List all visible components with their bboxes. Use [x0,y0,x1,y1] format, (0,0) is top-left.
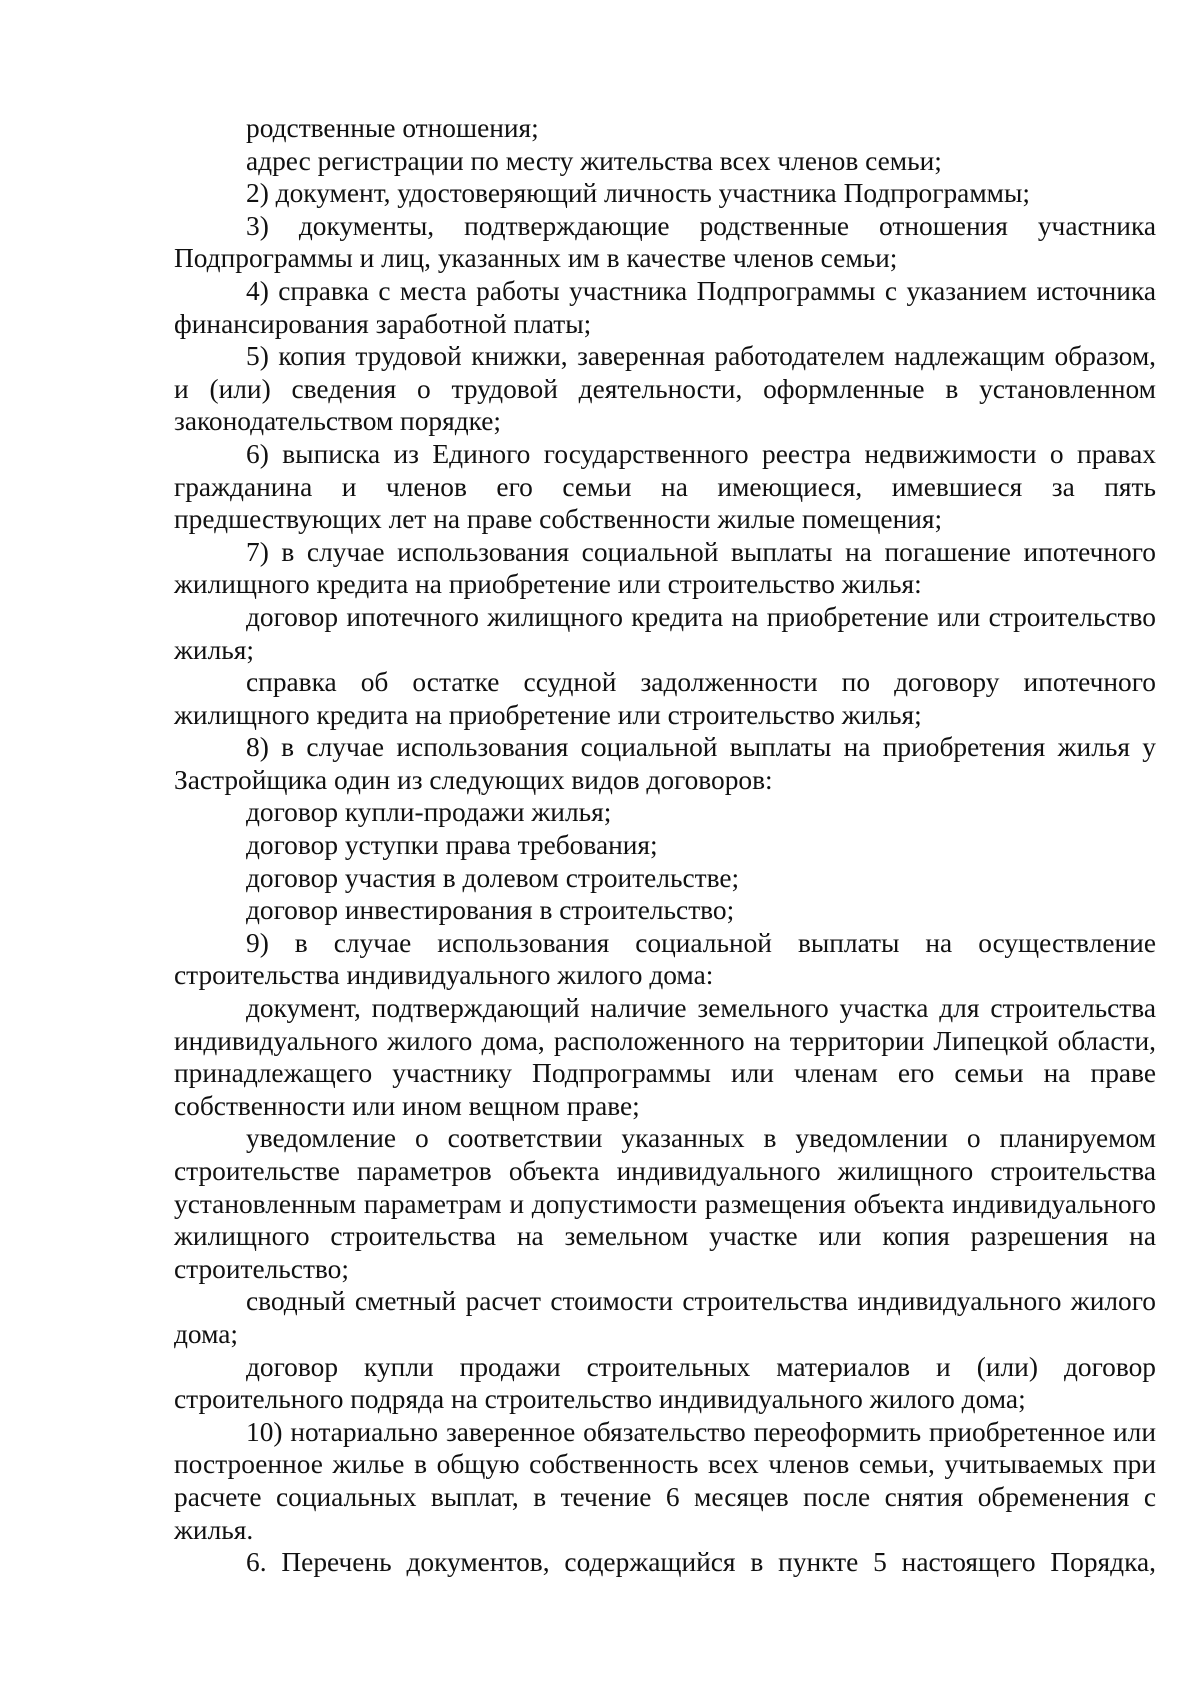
paragraph: 5) копия трудовой книжки, заверенная работодателем надлежащим образом, и (или) сведения о трудовой деятельности, оформленные в установленном законодательством порядке; [174,341,1156,437]
paragraph: документ, подтверждающий наличие земельного участка для строительства индивидуального жилого дома, расположенного на территории Липецкой области, принадлежащего участнику Подпрограммы или членам его семьи на праве собственности или ином вещном праве; [174,993,1156,1121]
paragraph: 8) в случае использования социальной выплаты на приобретения жилья у Застройщика один из следующих видов договоров: [174,732,1156,795]
document-body [174,112,1156,1579]
paragraph: справка об остатке ссудной задолженности по договору ипотечного жилищного кредита на приобретение или строительство жилья; [174,667,1156,730]
paragraph: 4) справка с места работы участника Подпрограммы с указанием источника финансирования заработной платы; [174,275,1156,339]
paragraph: 2) документ, удостоверяющий личность участника Подпрограммы; [246,178,1031,209]
paragraph: адрес регистрации по месту жительства всех членов семьи; [246,145,942,176]
paragraph: 6) выписка из Единого государственного реестра недвижимости о правах гражданина и членов его семьи на имеющиеся, имевшиеся за пять предшествующих лет на праве собственности жилые помещения; [174,438,1156,535]
paragraph: 7) в случае использования социальной выплаты на погашение ипотечного жилищного кредита на приобретение или строительство жилья: [174,536,1156,600]
paragraph: договор купли продажи строительных материалов и (или) договор строительного подряда на строительство индивидуального жилого дома; [174,1351,1156,1415]
paragraph: сводный сметный расчет стоимости строительства индивидуального жилого дома; [174,1286,1156,1349]
paragraph: уведомление о соответствии указанных в уведомлении о планируемом строительстве параметров объекта индивидуального жилищного строительства установленным параметрам и допустимости размещения объекта индивидуального жилищного строительства на земельном участке или копия разрешения на строительство; [174,1123,1156,1284]
paragraph: 10) нотариально заверенное обязательство переоформить приобретенное или построенное жилье в общую собственность всех членов семьи, учитываемых при расчете социальных выплат, в течение 6 месяцев после снятия обременения с жилья. [174,1416,1156,1545]
paragraph: 6. Перечень документов, содержащийся в пункте 5 настоящего Порядка, [246,1547,1156,1578]
paragraph: родственные отношения; [246,113,539,143]
paragraph: договор купли-продажи жилья; [246,797,612,828]
paragraph: 3) документы, подтверждающие родственные отношения участника Подпрограммы и лиц, указанных им в качестве членов семьи; [174,210,1156,274]
paragraph: 9) в случае использования социальной выплаты на осуществление строительства индивидуального жилого дома: [174,927,1156,991]
paragraph: договор ипотечного жилищного кредита на приобретение или строительство жилья; [174,601,1156,665]
paragraph: договор уступки права требования; [246,830,658,861]
paragraph: договор участия в долевом строительстве; [246,862,740,893]
paragraph: договор инвестирования в строительство; [246,895,735,926]
